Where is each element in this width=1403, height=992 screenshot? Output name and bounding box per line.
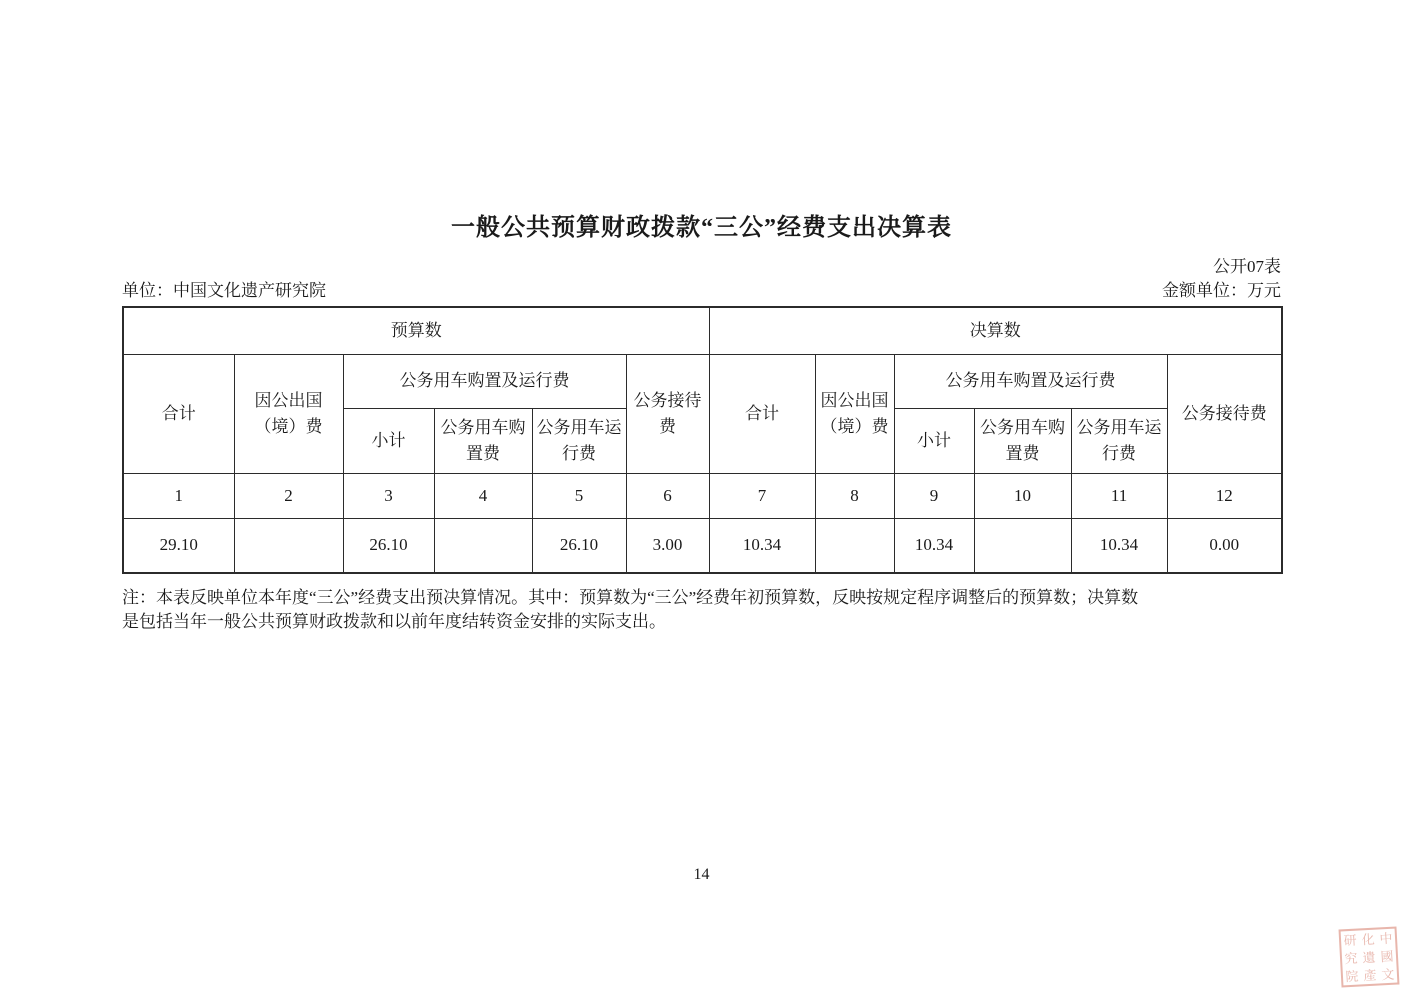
value-budget-reception: 3.00: [626, 519, 709, 574]
page-title: 一般公共预算财政拨款“三公”经费支出决算表: [451, 215, 952, 241]
data-row: [123, 519, 1282, 574]
header-budget-vehicle-group: 公务用车购置及运行费: [343, 355, 626, 409]
footnote-line-2: 是包括当年一般公共预算财政拨款和以前年度结转资金安排的实际支出。: [122, 612, 666, 631]
value-final-vehicle-purchase: [974, 519, 1071, 574]
column-number: 3: [343, 474, 434, 519]
group-header-row: [123, 355, 1282, 409]
seal-character: 國: [1380, 948, 1394, 964]
header-budget-reception: 公务接待费: [626, 355, 709, 474]
header-final-abroad: 因公出国（境）费: [815, 355, 894, 474]
seal-character: 院: [1345, 968, 1359, 984]
header-budget-vehicle-operation: 公务用车运行费: [532, 409, 626, 474]
seal-character: 中: [1379, 930, 1393, 946]
value-budget-vehicle-operation: 26.10: [532, 519, 626, 574]
column-number: 12: [1167, 474, 1282, 519]
unit-label: 单位：中国文化遗产研究院: [122, 281, 326, 300]
header-budget-abroad: 因公出国（境）费: [234, 355, 343, 474]
column-number: 9: [894, 474, 974, 519]
form-number: 公开07表: [1213, 257, 1281, 276]
value-budget-abroad: [234, 519, 343, 574]
section-header-row: [123, 307, 1282, 355]
column-number: 10: [974, 474, 1071, 519]
seal-character: 化: [1361, 931, 1375, 947]
page-number: 14: [693, 866, 710, 883]
column-number: 2: [234, 474, 343, 519]
official-seal-stamp: [1339, 927, 1400, 988]
amount-unit-label: 金额单位：万元: [1162, 281, 1281, 300]
seal-character: 文: [1381, 966, 1395, 982]
column-number: 5: [532, 474, 626, 519]
column-number: 8: [815, 474, 894, 519]
column-number: 6: [626, 474, 709, 519]
header-final-vehicle-purchase: 公务用车购置费: [974, 409, 1071, 474]
seal-character: 研: [1343, 932, 1357, 948]
value-final-vehicle-operation: 10.34: [1071, 519, 1167, 574]
footnote-line-1: 注：本表反映单位本年度“三公”经费支出预决算情况。其中：预算数为“三公”经费年初预算数，反映按规定程序调整后的预算数；决算数: [122, 588, 1139, 607]
seal-character: 遺: [1362, 949, 1376, 965]
header-budget-vehicle-subtotal: 小计: [343, 409, 434, 474]
seal-character: 究: [1344, 950, 1358, 966]
column-number: 1: [123, 474, 234, 519]
header-final-vehicle-operation: 公务用车运行费: [1071, 409, 1167, 474]
header-budget-total: 合计: [123, 355, 234, 474]
column-number: 4: [434, 474, 532, 519]
column-number-row: [123, 474, 1282, 519]
value-budget-vehicle-purchase: [434, 519, 532, 574]
section-header-budget: 预算数: [123, 307, 709, 355]
value-budget-vehicle-subtotal: 26.10: [343, 519, 434, 574]
header-budget-vehicle-purchase: 公务用车购置费: [434, 409, 532, 474]
value-final-vehicle-subtotal: 10.34: [894, 519, 974, 574]
seal-character: 產: [1363, 967, 1377, 983]
section-header-final: 决算数: [709, 307, 1282, 355]
header-final-vehicle-group: 公务用车购置及运行费: [894, 355, 1167, 409]
three-public-expense-table: [122, 306, 1283, 574]
column-number: 7: [709, 474, 815, 519]
header-final-reception: 公务接待费: [1167, 355, 1282, 474]
meta-row: [122, 276, 1281, 301]
header-final-vehicle-subtotal: 小计: [894, 409, 974, 474]
value-final-abroad: [815, 519, 894, 574]
header-final-total: 合计: [709, 355, 815, 474]
footnote: [122, 586, 1297, 634]
column-number: 11: [1071, 474, 1167, 519]
value-final-reception: 0.00: [1167, 519, 1282, 574]
value-budget-total: 29.10: [123, 519, 234, 574]
value-final-total: 10.34: [709, 519, 815, 574]
